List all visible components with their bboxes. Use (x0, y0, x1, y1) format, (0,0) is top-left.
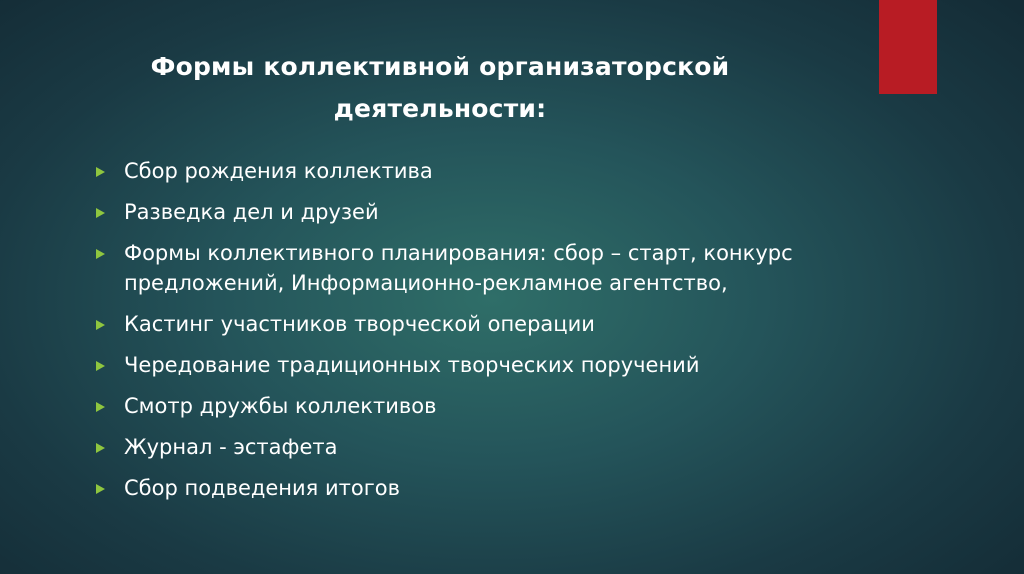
slide-title (60, 46, 820, 130)
bullet-item (96, 156, 926, 186)
bullet-item (96, 432, 926, 462)
bullet-text: Формы коллективного планирования: сбор – старт, конкурс предложений, Информационно-рекламное агентство, (124, 241, 793, 295)
triangle-bullet-icon (96, 402, 105, 412)
bullet-text: Разведка дел и друзей (124, 200, 379, 224)
bullet-item (96, 238, 926, 298)
triangle-bullet-icon (96, 443, 105, 453)
triangle-bullet-icon (96, 484, 105, 494)
triangle-bullet-icon (96, 208, 105, 218)
triangle-bullet-icon (96, 249, 105, 259)
bullet-text: Журнал - эстафета (124, 435, 338, 459)
bullet-item (96, 350, 926, 380)
triangle-bullet-icon (96, 361, 105, 371)
triangle-bullet-icon (96, 167, 105, 177)
bullet-item (96, 391, 926, 421)
title-line-2: деятельности: (333, 94, 547, 123)
triangle-bullet-icon (96, 320, 105, 330)
bullet-text: Чередование традиционных творческих поручений (124, 353, 700, 377)
bullet-list (96, 156, 926, 514)
bullet-text: Сбор рождения коллектива (124, 159, 433, 183)
bullet-text: Смотр дружбы коллективов (124, 394, 437, 418)
accent-bar (879, 0, 937, 94)
title-line-1: Формы коллективной организаторской (150, 52, 730, 81)
bullet-text: Сбор подведения итогов (124, 476, 400, 500)
bullet-item (96, 309, 926, 339)
bullet-item (96, 473, 926, 503)
bullet-item (96, 197, 926, 227)
bullet-text: Кастинг участников творческой операции (124, 312, 595, 336)
